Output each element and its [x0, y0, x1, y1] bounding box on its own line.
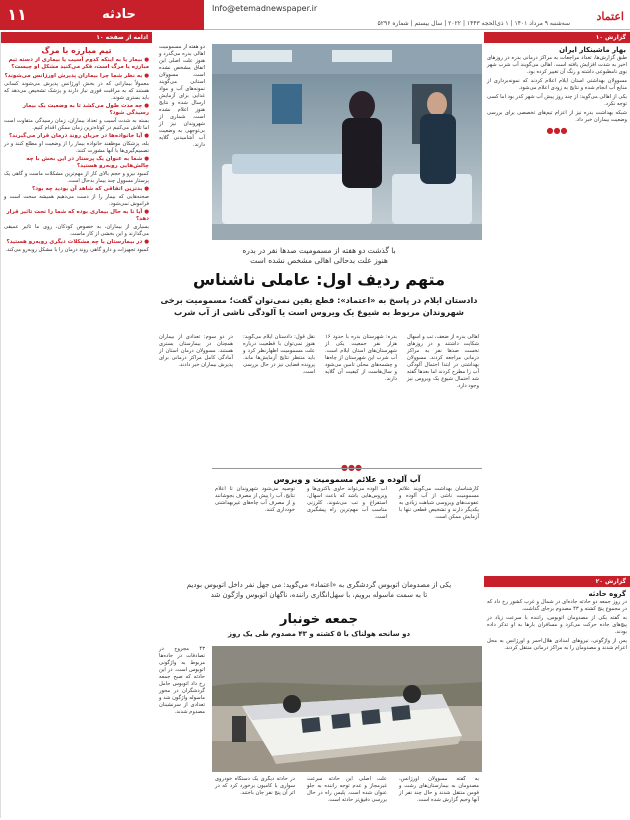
interview-question: ● شما به عنوان یک پرستار در این بخش با چه چالش‌هایی روبه‌رو هستید؟: [26, 156, 149, 169]
interview-question: ● آیا خانواده‌ها در جریان روند درمان قرار می‌گیرند؟: [8, 133, 149, 139]
interview-question: ● بدترین اتفاقی که شاهد آن بودید چه بود؟: [32, 186, 149, 192]
interview-answer: معمولاً بیمارانی که در بخش اورژانس پذیرش می‌شوند کسانی هستند که به مراقبت فوری نیاز دارند و پزشک تشخیص می‌دهد که باید بستری شوند.: [4, 81, 149, 101]
body-column-3: [240, 334, 318, 464]
body-paragraph: در دو سوم: تعدادی از بیماران همچنان در بیمارستان بستری هستند. مسوولان درمان استان از آمادگی کامل مراکز درمانی برای پذیرش بیماران خبر دادند.: [159, 334, 233, 368]
interview-answer: صحنه‌هایی که بیمار را از دست می‌دهیم همیشه سخت است و فراموش نمی‌شود.: [4, 194, 149, 207]
right-column: [484, 32, 630, 818]
interview-answer: کمبود تجهیزات و دارو گاهی روند درمان را با مشکل روبه‌رو می‌کند.: [5, 247, 149, 253]
crash-body: [212, 776, 482, 818]
interview-question: ● به نظر شما چرا بیماران پذیرش اورژانس می‌شوند؟: [4, 73, 149, 79]
report-paragraph: یکی از اهالی می‌گوید: از چند روز پیش آب شهر کدر بود اما کسی توجه نکرد.: [487, 94, 627, 107]
crash-side-paragraph: ۴۳ مجروح در تصادفات در جاده‌ها مربوط به واژگونی اتوبوس است. در این حادثه که صبح جمعه رخ داد اتوبوس حامل گردشگران در محور ماسوله واژگون شد و تعدادی از سرنشینان مصدوم شدند.: [159, 646, 205, 715]
report-paragraph: شبکه بهداشت بدره نیز از اعزام تیم‌های تخصصی برای بررسی وضعیت بیماران خبر داد.: [487, 110, 627, 123]
hospital-photo-image: [212, 44, 482, 240]
email-address[interactable]: Info@etemadnewspaper.ir: [212, 4, 318, 13]
crash-paragraph: به گفته مسوولان اورژانس، مصدومان به بیمارستان‌های رشت و فومن منتقل شدند و حال چند نفر از آنها وخیم گزارش شده است.: [399, 776, 479, 803]
continued-label: ادامه از صفحه ۱۰: [1, 32, 152, 43]
box-paragraph: کارشناسان بهداشت می‌گویند علائم مسمومیت ناشی از آب آلوده و عفونت‌های ویروسی شباهت زیادی به یکدیگر دارند و تشخیص قطعی تنها با آزمایش ممکن است.: [399, 486, 479, 520]
page-number: ۱۱: [0, 0, 34, 30]
crash-column-2: [304, 776, 390, 818]
hero-side-text: [156, 44, 208, 149]
interview-title: تیم مبارزه با مرگ: [41, 46, 112, 55]
report-2-label: گزارش ۲۰: [484, 576, 630, 587]
interview-intro: ● بیمار یا به اینکه کدوم آسیب یا بیماری از دسته تیم مبارزه با مرگ است، فکر می‌کنید مشکل او چیست؟: [8, 57, 149, 70]
bus-crash-photo: [212, 646, 482, 772]
hero-side-paragraph: دو هفته از مسمومیت اهالی بدره می‌گذرد و هنوز علت اصلی این اتفاق مشخص نشده است. مسوولان استانی می‌گویند نمونه‌های آب و مواد غذایی برای آزمایش ارسال شده و نتایج هنوز اعلام نشده است. شماری از شهروندان نیز از بی‌توجهی به وضعیت آب آشامیدنی گلایه دارند.: [159, 44, 205, 148]
main-story: [156, 32, 482, 818]
body-column-4: [156, 334, 236, 464]
body-paragraph: بدره: شهرستان بدره با حدود ۱۶ هزار نفر جمعیت یکی از شهرستان‌های استان ایلام است. آب شرب این شهرستان از چاه‌ها و چشمه‌های محلی تامین می‌شود و سال‌هاست از کیفیت آن گلایه دارند.: [325, 334, 397, 382]
report-body: [484, 55, 630, 124]
interview-question: ● آیا تا به حال بیماری بوده که شما را تحت تاثیر قرار دهد؟: [6, 209, 149, 222]
report-2: [484, 576, 630, 654]
interview-qa-list: [1, 72, 152, 254]
report-label: گزارش ۱۰: [484, 32, 630, 43]
crash-subhead: دو سانحه هولناک با ۵ کشته و ۴۳ مصدوم طی یک روز: [227, 630, 411, 638]
crash-column-1: [396, 776, 482, 818]
report-2-body: [484, 599, 630, 652]
body-paragraph: اهالی بدره از ضعف، تب و اسهال شکایت داشتند و در روزهای نخست صدها نفر به مراکز درمانی مراجعه کردند. مسوولان بهداشتی در ابتدا احتمال آلودگی آب را مطرح کردند اما بعدها گفته شد احتمال شیوع یک ویروس نیز وجود دارد.: [407, 334, 479, 389]
bus-crash-photo-image: [212, 646, 482, 772]
interview-answer: بسیاری از بیماران، به خصوص کودکان، روی ما تاثیر عمیقی می‌گذارند و این بخشی از کار ماست.: [4, 224, 149, 237]
box-body: [212, 486, 482, 566]
report-2-title: گروه حادثه: [588, 590, 626, 598]
report-2-paragraph: در روز جمعه دو حادثه جاده‌ای در شمال و غرب کشور رخ داد که در مجموع پنج کشته و ۴۳ مصدوم برجای گذاشت.: [487, 599, 627, 612]
box-title: آب آلوده و علائم مسمومیت و ویروس: [212, 468, 482, 484]
crash-paragraph: در حادثه دیگری یک دستگاه خودروی سواری با کامیون برخورد کرد که در اثر آن پنج نفر جان باختند.: [215, 776, 295, 796]
main-body: [156, 334, 482, 464]
hospital-photo: [212, 44, 482, 240]
report-paragraph: طبق گزارش‌ها، تعداد مراجعات به مراکز درمانی بدره در روزهای اخیر به شدت افزایش یافته است. اهالی می‌گویند آب شرب شهر بوی نامطبوعی داشته و رنگ آن تغییر کرده بود.: [487, 55, 627, 75]
box-paragraph: توصیه می‌شود شهروندان تا اعلام نتایج، آب را پیش از مصرف بجوشانند و از مصرف آب چاه‌های غیربهداشتی خودداری کنند.: [215, 486, 295, 513]
newspaper-logo: اعتماد: [596, 10, 624, 23]
report-paragraph: مسوولان بهداشتی استان ایلام اعلام کردند که نمونه‌برداری از منابع آب انجام شده و نتایج به زودی اعلام می‌شود.: [487, 78, 627, 91]
box-paragraph: آب آلوده می‌تواند حاوی باکتری‌ها و ویروس‌هایی باشد که باعث اسهال، استفراغ و تب می‌شوند. کلرزنی مناسب آب مهم‌ترین راه پیشگیری است.: [307, 486, 387, 520]
interview-answer: بله، پزشکان موظفند خانواده بیمار را از وضعیت او مطلع کنند و در تصمیم‌گیری‌ها با آنها مشورت کنند.: [4, 141, 149, 154]
box-column-1: [396, 486, 482, 566]
masthead: [0, 0, 630, 30]
separator-dots: ●●●: [341, 463, 362, 472]
body-column-1: [404, 334, 482, 464]
report-2-paragraph: به گفته یکی از مصدومان اتوبوس، راننده با سرعت زیاد در پیچ‌های جاده حرکت می‌کرد و مسافران بارها به او تذکر داده بودند.: [487, 615, 627, 635]
main-kicker: با گذشت دو هفته از مسمومیت صدها نفر در بدره هنوز علت بدحالی اهالی مشخص نشده است: [242, 246, 396, 265]
left-column: [0, 32, 152, 818]
crash-paragraph: علت اصلی این حادثه سرعت غیرمجاز و عدم توجه راننده به جلو عنوان شده است. پلیس راه در حال بررسی دقیق‌تر حادثه است.: [307, 776, 387, 803]
interview-question: ● چه مدت طول می‌کشد تا به وضعیت یک بیمار رسیدگی شود؟: [22, 103, 149, 116]
separator-dots: ●●●: [546, 126, 568, 135]
crash-kicker: یکی از مصدومان اتوبوس گردشگری به «اعتماد» می‌گوید: می‌ جهل نفر داخل اتوبوس بودیم تا به سمت ماسوله برویم، با سهل‌انگاری راننده، ناگهان اتوبوس واژگون شد: [186, 581, 452, 599]
body-column-2: [322, 334, 400, 464]
report-title: بهار ماشینکار ایران: [559, 46, 626, 54]
interview-answer: بسته به شدت آسیب و تعداد بیماران، زمان رسیدگی متفاوت است اما تلاش می‌کنیم در کوتاه‌ترین زمان ممکن اقدام کنیم.: [4, 118, 149, 131]
interview-answer: کمبود نیرو و حجم بالای کار از مهم‌ترین مشکلات ماست و گاهی یک پرستار مسوول چند بیمار بدحال است.: [4, 171, 149, 184]
box-column-3: [212, 486, 298, 566]
main-headline: متهم ردیف اول: عاملی ناشناس: [193, 270, 445, 289]
main-subhead: دادستان ایلام در پاسخ به «اعتماد»: قطع یقین نمی‌توان گفت؛ مسمومیت برخی شهروندان مربوط به شیوع یک ویروس است یا آلودگی ناشی از آب شرب: [160, 295, 478, 317]
crash-headline: جمعه خونبار: [280, 612, 358, 627]
issue-line: سه‌شنبه ۹ مرداد ۱۴۰۱ | ۱ ذی‌الحجه ۱۴۴۳ | ۲۰۲۲ | سال بیستم | شماره ۵۲۹۶: [377, 20, 570, 27]
section-title: حادثه: [34, 0, 204, 30]
interview-question: ● در بیمارستان با چه مشکلات دیگری روبه‌رو هستید؟: [6, 239, 149, 245]
crash-column-3: [212, 776, 298, 818]
body-paragraph: نقل قول: دادستان ایلام می‌گوید: هنوز نمی‌توان با قطعیت درباره علت مسمومیت اظهارنظر کرد و باید منتظر نتایج آزمایش‌ها ماند. پرونده قضایی نیز در حال بررسی است.: [243, 334, 315, 375]
box-column-2: [304, 486, 390, 566]
crash-side-text: [156, 646, 208, 818]
report-2-paragraph: پس از واژگونی، نیروهای امدادی هلال‌احمر و اورژانس به محل اعزام شدند و مصدومان را به مراکز درمانی منتقل کردند.: [487, 638, 627, 651]
